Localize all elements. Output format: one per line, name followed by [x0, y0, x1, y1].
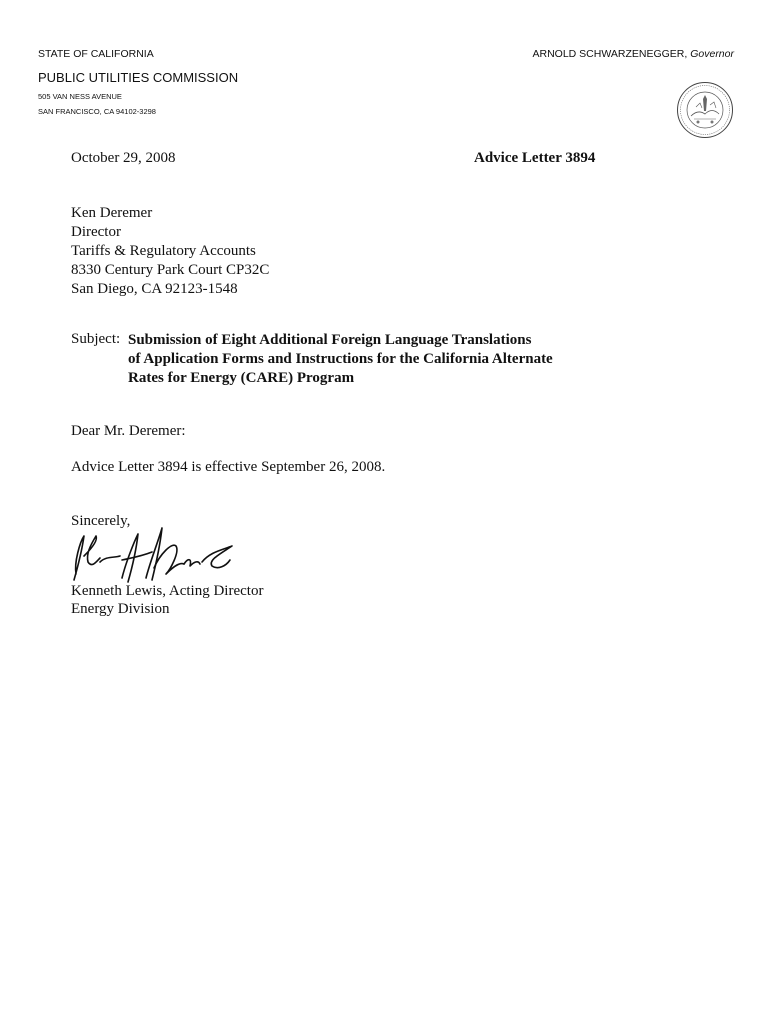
letter-body: Advice Letter 3894 is effective September 26, 2008. [71, 459, 386, 475]
governor-header [533, 48, 735, 60]
governor-name: ARNOLD SCHWARZENEGGER, [532, 48, 691, 60]
letter-date: October 29, 2008 [71, 150, 176, 166]
recipient-title: Director [71, 224, 121, 240]
recipient-street: 8330 Century Park Court CP32C [71, 262, 270, 278]
recipient-city: San Diego, CA 92123-1548 [71, 281, 238, 297]
subject-label: Subject: [71, 331, 121, 347]
recipient-department: Tariffs & Regulatory Accounts [71, 243, 256, 259]
subject-line: of Application Forms and Instructions for the California Alternate [128, 351, 553, 367]
subject-text [128, 331, 568, 388]
agency-name: PUBLIC UTILITIES COMMISSION [38, 70, 239, 85]
recipient-name: Ken Deremer [71, 205, 153, 221]
subject-line: Rates for Energy (CARE) Program [128, 370, 355, 386]
advice-letter-number: Advice Letter 3894 [474, 150, 596, 166]
agency-address-city: SAN FRANCISCO, CA 94102-3298 [38, 107, 156, 116]
agency-address-street: 505 VAN NESS AVENUE [38, 92, 122, 101]
state-seal-icon [676, 81, 734, 139]
closing: Sincerely, [71, 513, 131, 529]
recipient-block [71, 204, 269, 299]
state-header: STATE OF CALIFORNIA [38, 48, 154, 60]
signer-division: Energy Division [71, 601, 170, 617]
handwritten-signature [62, 522, 242, 586]
governor-title: Governor [690, 48, 734, 60]
signer-name: Kenneth Lewis, Acting Director [71, 583, 264, 599]
subject-line: Submission of Eight Additional Foreign Language Translations [128, 332, 532, 348]
salutation: Dear Mr. Deremer: [71, 423, 186, 439]
